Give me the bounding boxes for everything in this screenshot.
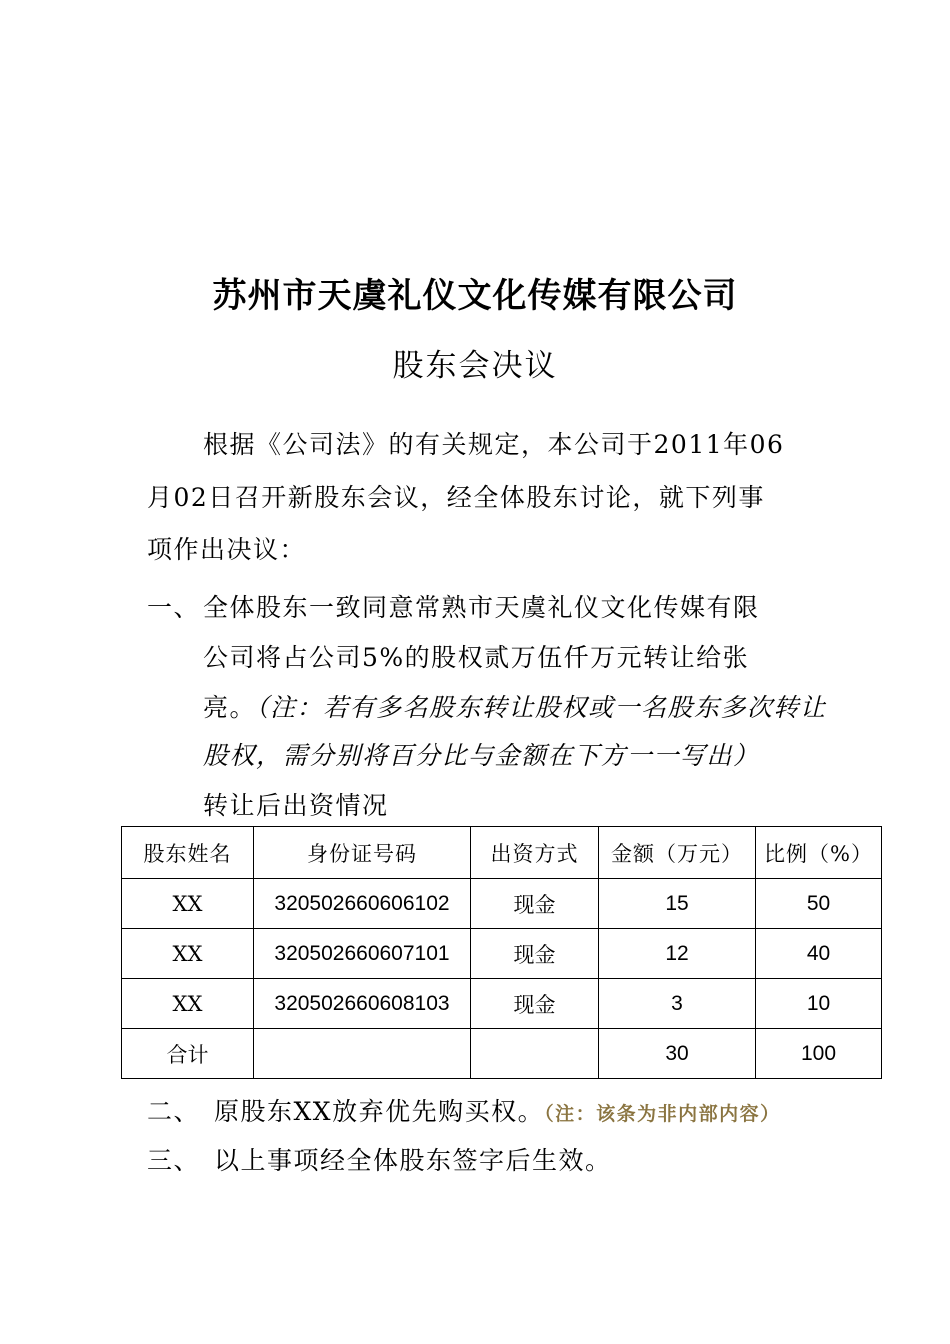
item3-marker: 三、	[147, 1146, 201, 1175]
table-total-row	[122, 1029, 882, 1079]
table-row	[122, 979, 882, 1029]
cell-name: XX	[122, 929, 254, 979]
cell-ratio: 50	[756, 879, 882, 929]
item2-line	[214, 1092, 781, 1128]
cell-total-label: 合计	[122, 1029, 254, 1079]
cell-total-ratio: 100	[756, 1029, 882, 1079]
cell-method: 现金	[471, 879, 599, 929]
header-amount: 金额（万元）	[599, 827, 756, 879]
header-ratio: 比例（%）	[756, 827, 882, 879]
item1-line-2: 公司将占公司5%的股权贰万伍仟万元转让给张	[203, 643, 750, 672]
cell-name: XX	[122, 979, 254, 1029]
item2-note: （注：该条为非内部内容）	[544, 1103, 781, 1125]
cell-method: 现金	[471, 979, 599, 1029]
table-header-row	[122, 827, 882, 879]
company-title: 苏州市天虞礼仪文化传媒有限公司	[212, 276, 738, 316]
table-row	[122, 929, 882, 979]
intro-line-2: 月02日召开新股东会议，经全体股东讨论，就下列事	[147, 483, 765, 512]
intro-line-1: 根据《公司法》的有关规定，本公司于2011年06	[203, 430, 785, 459]
cell-id-number: 320502660608103	[254, 979, 471, 1029]
table-row	[122, 879, 882, 929]
item1-marker: 一、	[147, 593, 201, 622]
cell-id-number: 320502660607101	[254, 929, 471, 979]
cell-name: XX	[122, 879, 254, 929]
item1-note-1: （注：若有多名股东转让股权或一名股东多次转让	[256, 693, 827, 722]
cell-ratio: 40	[756, 929, 882, 979]
item1-line-3	[203, 688, 827, 724]
item1-line-1: 全体股东一致同意常熟市天虞礼仪文化传媒有限	[203, 593, 760, 622]
cell-ratio: 10	[756, 979, 882, 1029]
cell-amount: 3	[599, 979, 756, 1029]
cell-method: 现金	[471, 929, 599, 979]
item1-note-2: 股权，需分别将百分比与金额在下方一一写出）	[203, 741, 760, 770]
cell-amount: 15	[599, 879, 756, 929]
cell-total-method	[471, 1029, 599, 1079]
cell-id-number: 320502660606102	[254, 879, 471, 929]
header-shareholder-name: 股东姓名	[122, 827, 254, 879]
table-caption: 转让后出资情况	[203, 791, 389, 820]
cell-amount: 12	[599, 929, 756, 979]
header-id-number: 身份证号码	[254, 827, 471, 879]
item1-line-3-text: 亮。	[203, 693, 257, 722]
shareholding-table	[121, 826, 882, 1079]
item2-text: 原股东XX放弃优先购买权。	[214, 1097, 545, 1126]
header-contribution-method: 出资方式	[471, 827, 599, 879]
intro-line-3: 项作出决议：	[147, 535, 307, 564]
cell-total-id	[254, 1029, 471, 1079]
document-title: 股东会决议	[392, 348, 558, 384]
cell-total-amount: 30	[599, 1029, 756, 1079]
item2-marker: 二、	[147, 1097, 201, 1126]
item3-text: 以上事项经全体股东签字后生效。	[214, 1146, 612, 1175]
